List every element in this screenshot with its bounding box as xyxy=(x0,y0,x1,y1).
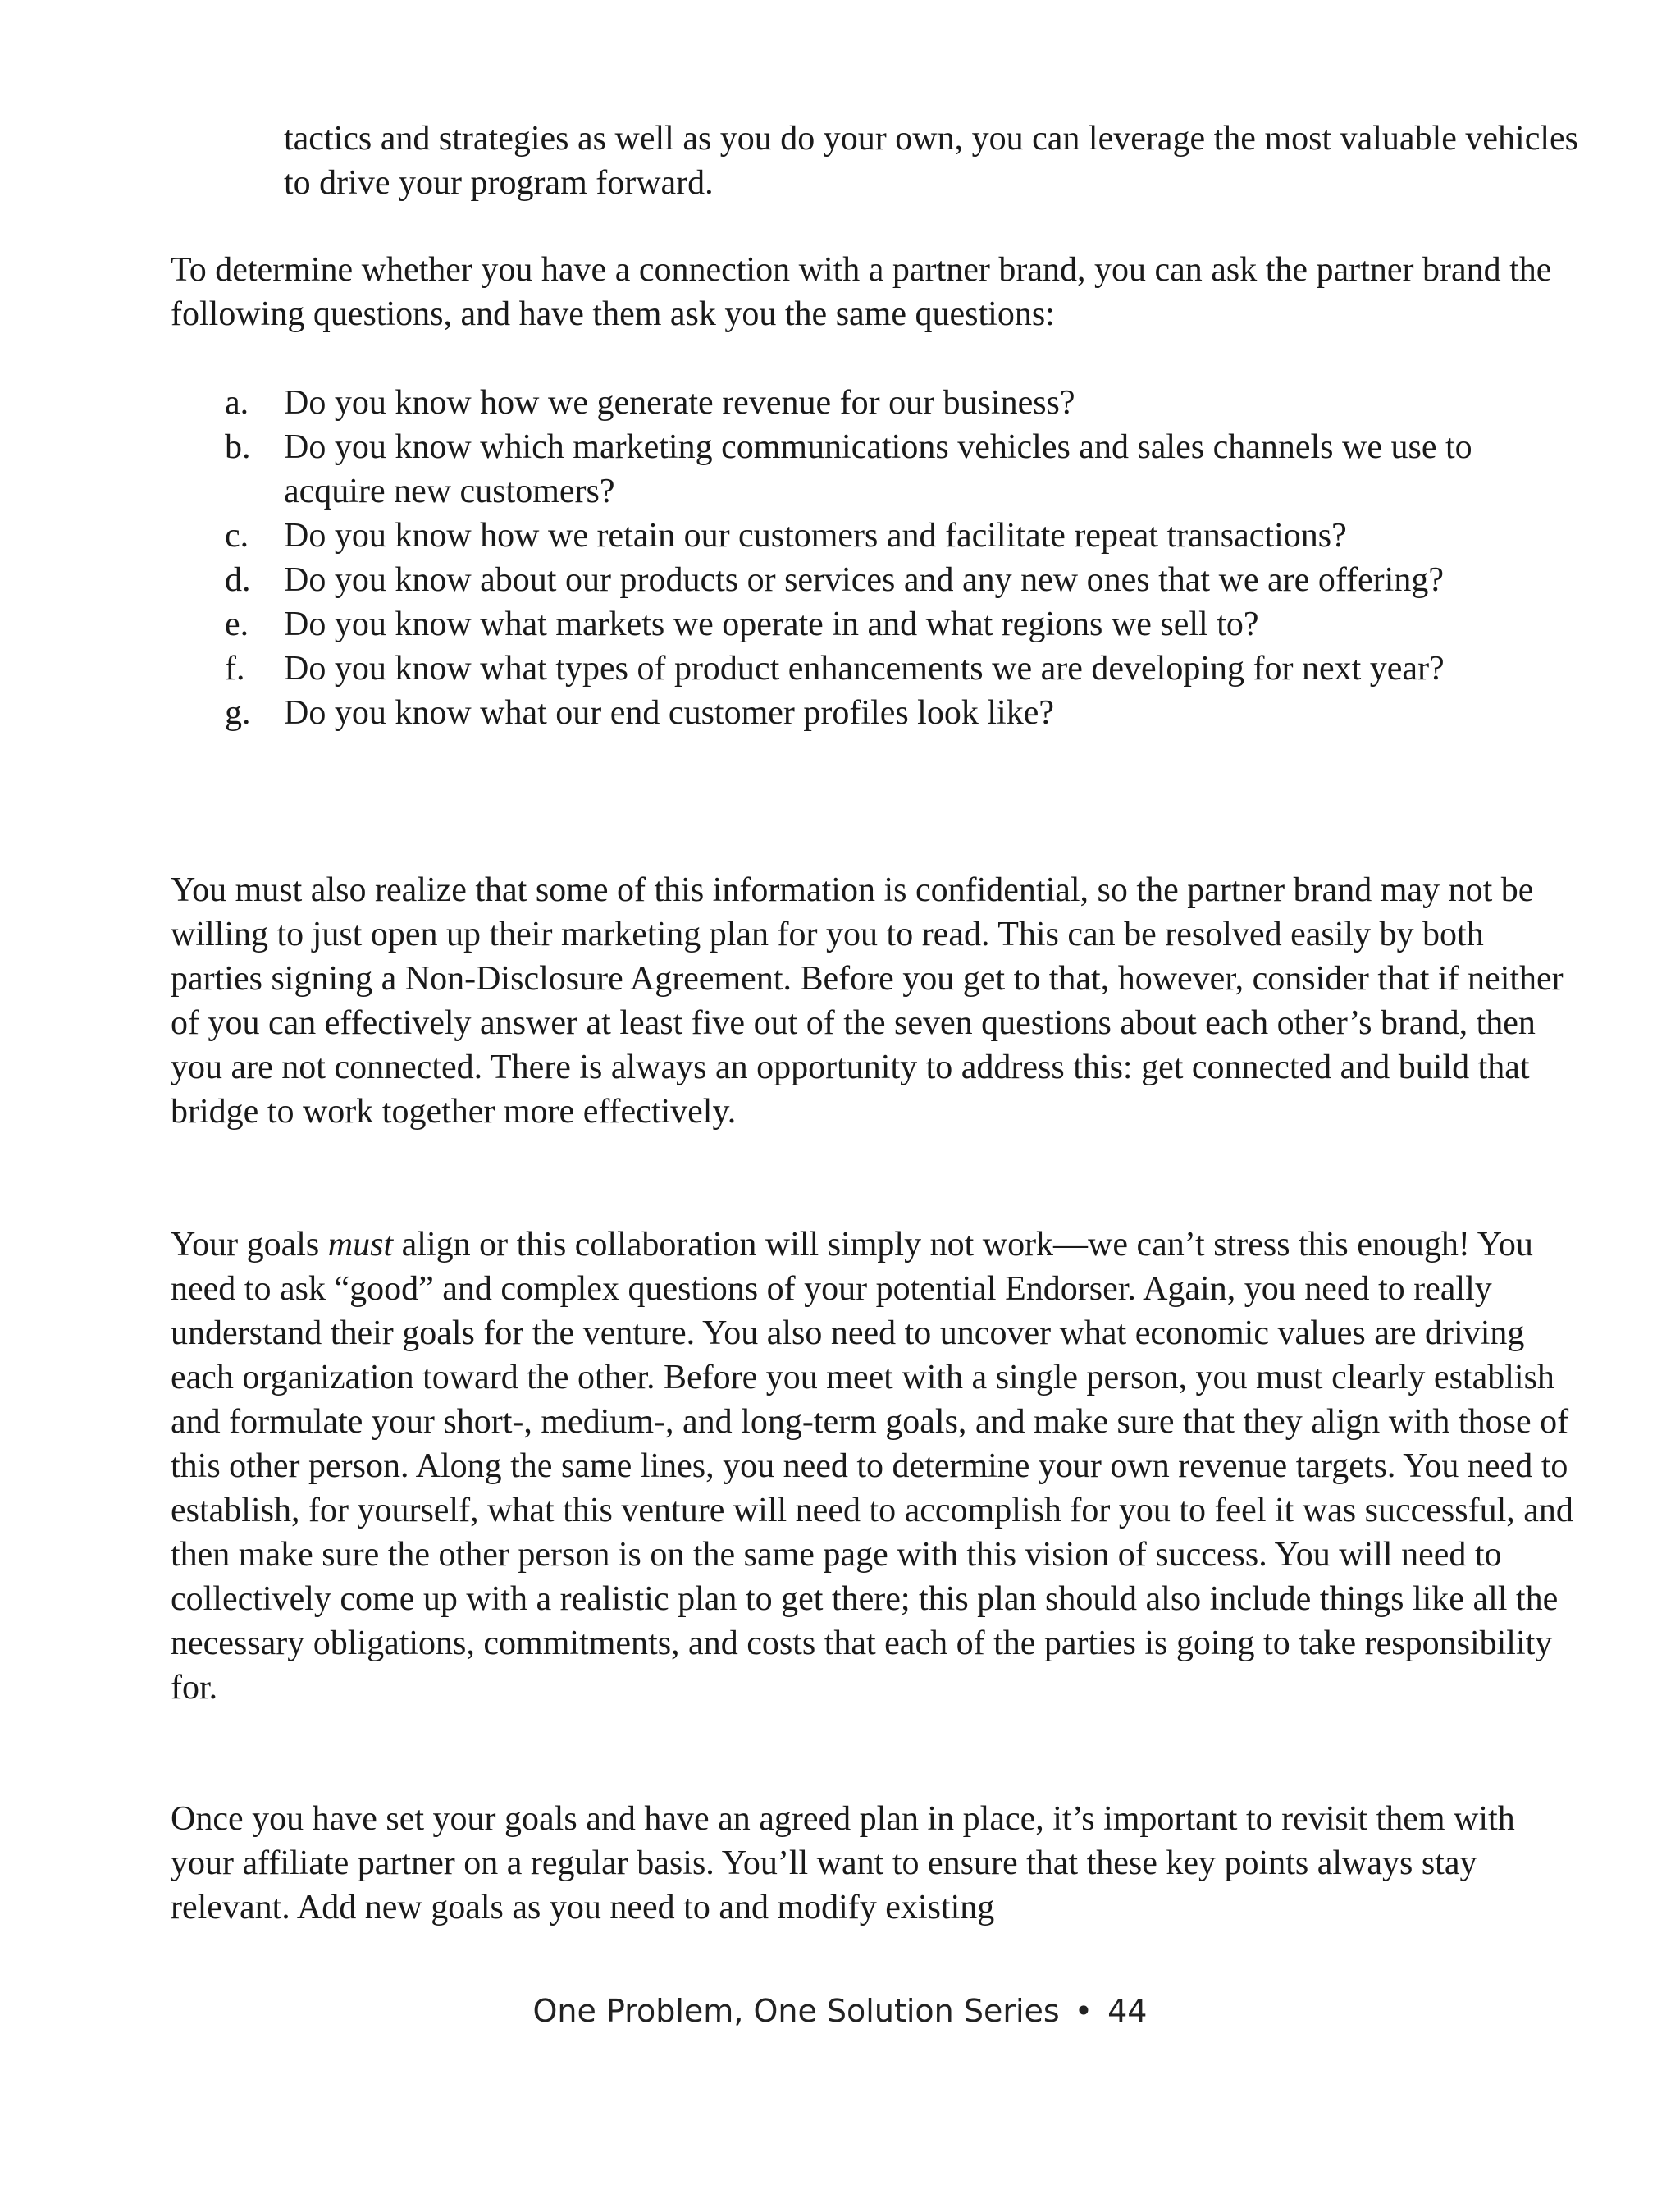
list-marker: e. xyxy=(225,606,249,643)
list-item-text: Do you know about our products or services and any new ones that we are offering? xyxy=(284,561,1444,599)
list-item-text: Do you know what markets we operate in and what regions we sell to? xyxy=(284,606,1259,643)
list-item xyxy=(171,558,1582,602)
list-item xyxy=(171,647,1582,691)
page-number: 44 xyxy=(1107,1993,1148,2029)
list-item-text: Do you know how we retain our customers and facilitate repeat transactions? xyxy=(284,517,1347,555)
list-item-text: Do you know what our end customer profiles look like? xyxy=(284,694,1054,732)
list-item xyxy=(171,514,1582,558)
list-item-text: Do you know how we generate revenue for our business? xyxy=(284,384,1075,422)
list-marker: c. xyxy=(225,517,249,555)
list-marker: a. xyxy=(225,384,249,422)
intro-paragraph: To determine whether you have a connection with a partner brand, you can ask the partner brand the following questions, and have them ask you the same questions: xyxy=(171,251,1552,333)
list-marker: f. xyxy=(225,650,245,688)
goals-emphasis: must xyxy=(327,1226,394,1264)
series-title: One Problem, One Solution Series xyxy=(532,1993,1060,2029)
revisit-paragraph: Once you have set your goals and have an agreed plan in place, it’s important to revisit them with your affiliate partner on a regular basis. You’ll want to ensure that these key points always stay relevant. Add new goals as you need to and modify existing xyxy=(171,1800,1515,1926)
footer-separator: • xyxy=(1074,1993,1093,2029)
confidentiality-paragraph: You must also realize that some of this information is confidential, so the partner brand may not be willing to just open up their marketing plan for you to read. This can be resolved easily by both parties signing a Non-Disclosure Agreement. Before you get to that, however, consider that if neither of you can effectively answer at least five out of the seven questions about each other’s brand, then you are not connected. There is always an opportunity to address this: get connected and build that bridge to work together more effectively. xyxy=(171,871,1564,1131)
question-list xyxy=(171,381,1582,735)
list-item xyxy=(171,381,1582,425)
goals-text-start: Your goals xyxy=(171,1226,328,1264)
list-item xyxy=(171,691,1582,735)
list-item xyxy=(171,602,1582,647)
continued-paragraph: tactics and strategies as well as you do your own, you can leverage the most valuable vehicles to drive your program forward. xyxy=(284,120,1578,202)
list-marker: d. xyxy=(225,561,251,599)
goals-paragraph xyxy=(171,1222,1582,1710)
list-item-text: Do you know which marketing communications vehicles and sales channels we use to acquire new customers? xyxy=(284,428,1472,510)
list-item xyxy=(171,425,1582,514)
list-item-text: Do you know what types of product enhancements we are developing for next year? xyxy=(284,650,1445,688)
goals-text-rest: align or this collaboration will simply not work—we can’t stress this enough! You need to ask “good” and complex questions of your potential Endorser. Again, you need to really understand their goals for the venture. You also need to uncover what economic values are driving each organization toward the other. Before you meet with a single person, you must clearly establish and formulate your short-, medium-, and long-term goals, and make sure that they align with those of this other person. Along the same lines, you need to determine your own revenue targets. You need to establish, for yourself, what this venture will need to accomplish for you to feel it was successful, and then make sure the other person is on the same page with this vision of success. You will need to collectively come up with a realistic plan to get there; this plan should also include things like all the necessary obligations, commitments, and costs that each of the parties is going to take responsibility for. xyxy=(171,1226,1573,1707)
list-marker: g. xyxy=(225,694,251,732)
page-footer xyxy=(0,1990,1680,2031)
list-marker: b. xyxy=(225,428,251,466)
